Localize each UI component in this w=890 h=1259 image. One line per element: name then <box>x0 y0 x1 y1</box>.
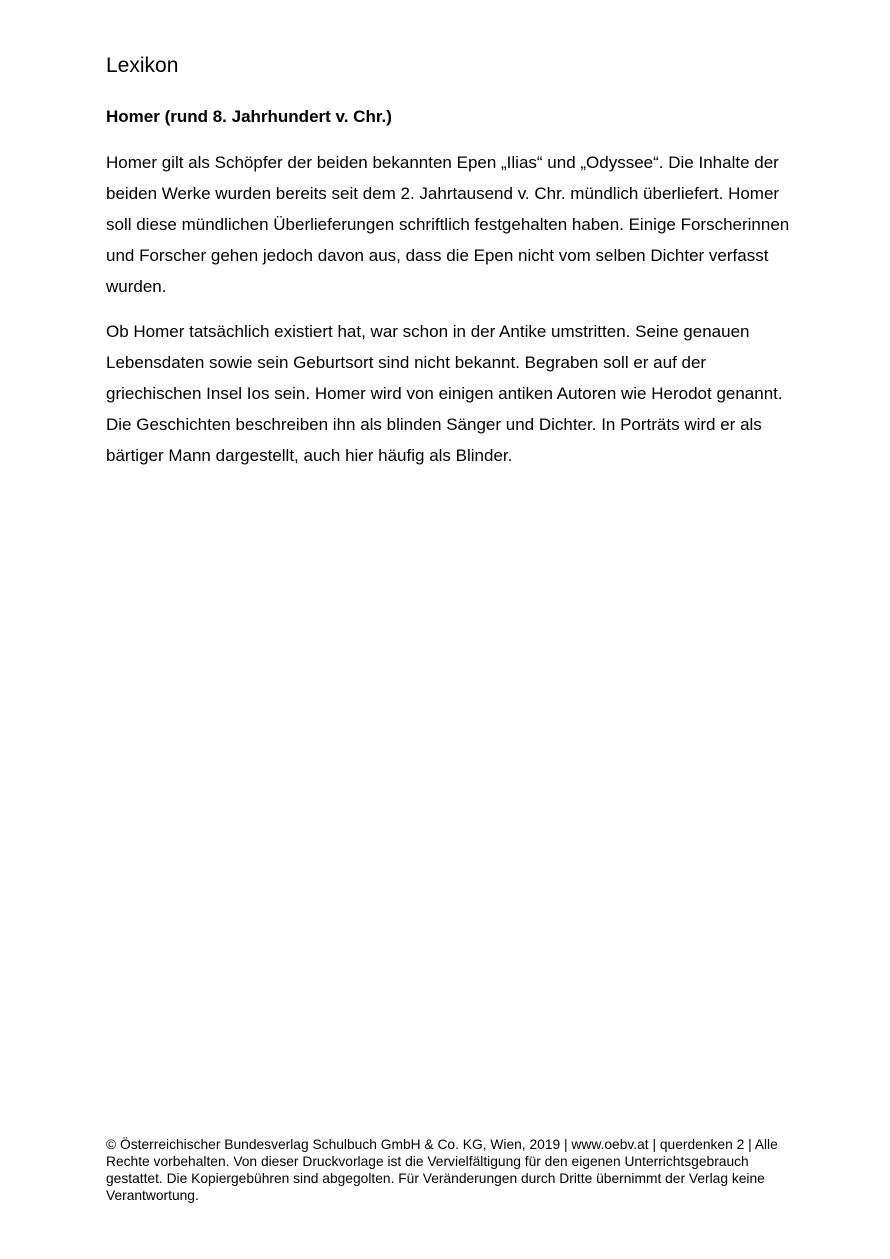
entry-paragraph-1: Homer gilt als Schöpfer der beiden bekannten Epen „Ilias“ und „Odyssee“. Die Inhalte der beiden Werke wurden bereits seit dem 2. Jahrtausend v. Chr. mündlich überliefert. Homer soll diese mündlichen Überlieferungen schriftlich festgehalten haben. Einige Forscherinnen und Forscher gehen jedoch davon aus, dass die Epen nicht vom selben Dichter verfasst wurden. <box>106 153 790 296</box>
page-header-title: Lexikon <box>106 54 179 77</box>
copyright-footer: © Österreichischer Bundesverlag Schulbuch GmbH & Co. KG, Wien, 2019 | www.oebv.at | querdenken 2 | Alle Rechte vorbehalten. Von dieser Druckvorlage ist die Vervielfältigung für den eigenen Unterrichtsgebrauch gestattet. Die Kopiergebühren sind abgegolten. Für Veränderungen durch Dritte übernimmt der Verlag keine Verantwortung. <box>106 1137 778 1203</box>
entry-heading: Homer (rund 8. Jahrhundert v. Chr.) <box>106 107 392 126</box>
entry-paragraph-2: Ob Homer tatsächlich existiert hat, war schon in der Antike umstritten. Seine genauen Lebensdaten sowie sein Geburtsort sind nicht bekannt. Begraben soll er auf der griechischen Insel Ios sein. Homer wird von einigen antiken Autoren wie Herodot genannt. Die Geschichten beschreiben ihn als blinden Sänger und Dichter. In Porträts wird er als bärtiger Mann dargestellt, auch hier häufig als Blinder. <box>106 322 783 465</box>
